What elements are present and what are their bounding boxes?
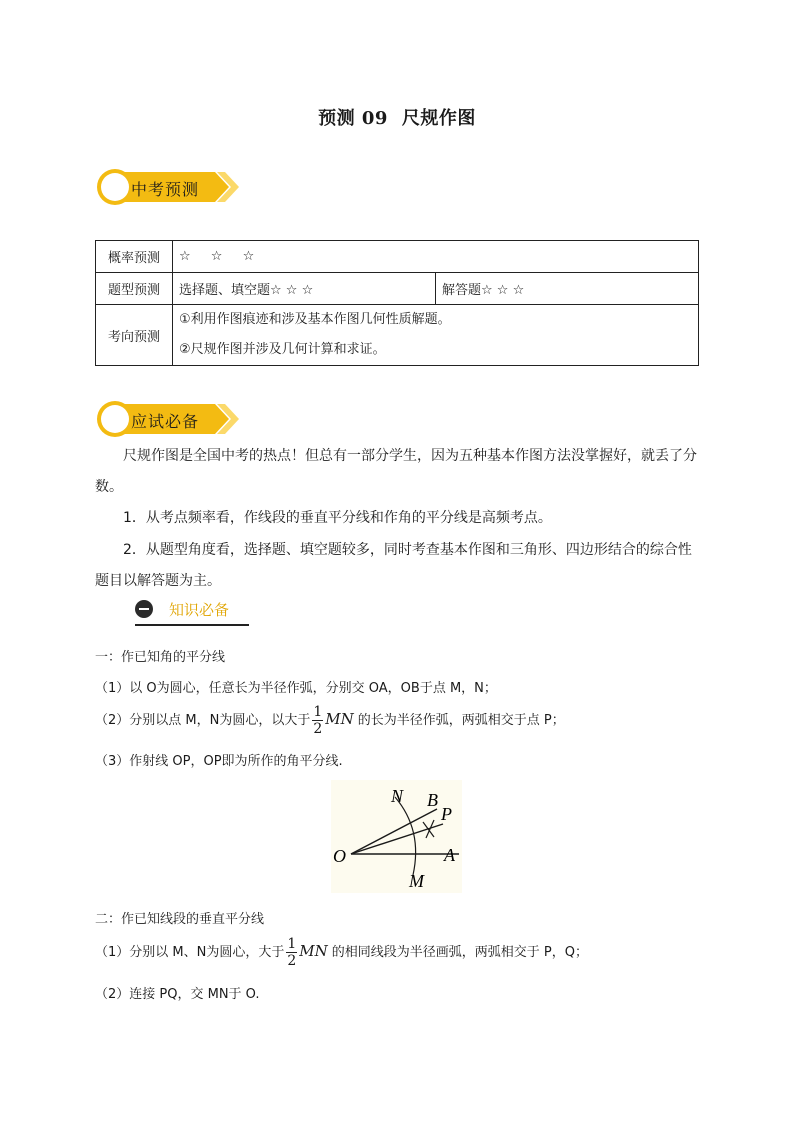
direction-cell <box>173 305 699 366</box>
angle-bisector-step-2 <box>95 704 565 737</box>
fraction-numerator: 1 <box>313 704 323 720</box>
intro-paragraph-3: 2．从题型角度看，选择题、填空题较多，同时考查基本作图和三角形、四边形结合的综合性题目以解答题为主。 <box>95 542 692 589</box>
knowledge-heading <box>135 597 249 626</box>
table-row <box>96 273 699 305</box>
prep-banner-label: 应试必备 <box>131 412 200 431</box>
question-type-choice-fill: 选择题、填空题☆ ☆ ☆ <box>173 273 436 305</box>
forecast-banner-label: 中考预测 <box>131 180 200 199</box>
title-prefix: 预测 09 <box>318 108 388 129</box>
label-m: M <box>409 871 424 891</box>
perp-step-1-after: 的相同线段为半径画弧，两弧相交于 P，Q； <box>331 945 588 960</box>
step-2-before: （2）分别以点 M，N为圆心，以大于 <box>95 713 311 728</box>
table-row <box>96 241 699 273</box>
label-a: A <box>444 845 455 865</box>
row-head-question-type: 题型预测 <box>96 273 173 305</box>
angle-bisector-figure <box>331 780 462 893</box>
probability-stars: ☆ ☆ ☆ <box>173 241 699 273</box>
angle-bisector-step-3: （3）作射线 OP，OP即为所作的角平分线. <box>95 754 343 769</box>
page-title <box>0 104 794 130</box>
perp-bisector-heading: 二：作已知线段的垂直平分线 <box>95 912 265 927</box>
table-row <box>96 305 699 366</box>
row-head-direction: 考向预测 <box>96 305 173 366</box>
angle-bisector-step-1: （1）以 O为圆心，任意长为半径作弧，分别交 OA，OB于点 M，N； <box>95 681 497 696</box>
minus-circle-icon <box>135 600 153 618</box>
fraction-denominator: 2 <box>287 953 297 969</box>
mn-variable: MN <box>299 942 328 960</box>
prep-banner <box>95 400 240 438</box>
fraction-numerator: 1 <box>287 936 297 952</box>
forecast-banner <box>95 168 240 206</box>
angle-bisector-heading: 一：作已知角的平分线 <box>95 650 226 665</box>
row-head-probability: 概率预测 <box>96 241 173 273</box>
angle-bisector-diagram <box>331 780 462 893</box>
intro-paragraph-1: 尺规作图是全国中考的热点！但总有一部分学生，因为五种基本作图方法没掌握好，就丢了分数。 <box>95 448 697 495</box>
mn-variable: MN <box>325 710 354 728</box>
perp-step-1-before: （1）分别以 M、N为圆心，大于 <box>95 945 285 960</box>
label-o: O <box>333 846 346 866</box>
perp-bisector-step-1 <box>95 936 588 969</box>
label-n: N <box>391 786 404 806</box>
label-p: P <box>441 804 452 824</box>
label-b: B <box>427 790 438 810</box>
knowledge-heading-label: 知识必备 <box>169 601 230 619</box>
fraction-denominator: 2 <box>313 721 323 737</box>
fraction-half <box>312 704 323 737</box>
forecast-table <box>95 240 699 366</box>
question-type-answer: 解答题☆ ☆ ☆ <box>436 273 699 305</box>
direction-line-1: ①利用作图痕迹和涉及基本作图几何性质解题。 <box>179 312 451 327</box>
fraction-half <box>286 936 297 969</box>
title-topic: 尺规作图 <box>401 108 476 129</box>
intro-paragraph-2: 1．从考点频率看，作线段的垂直平分线和作角的平分线是高频考点。 <box>123 510 552 526</box>
direction-line-2: ②尺规作图并涉及几何计算和求证。 <box>179 342 386 357</box>
step-2-after: 的长为半径作弧，两弧相交于点 P； <box>357 713 565 728</box>
perp-bisector-step-2: （2）连接 PQ，交 MN于 O. <box>95 987 260 1002</box>
